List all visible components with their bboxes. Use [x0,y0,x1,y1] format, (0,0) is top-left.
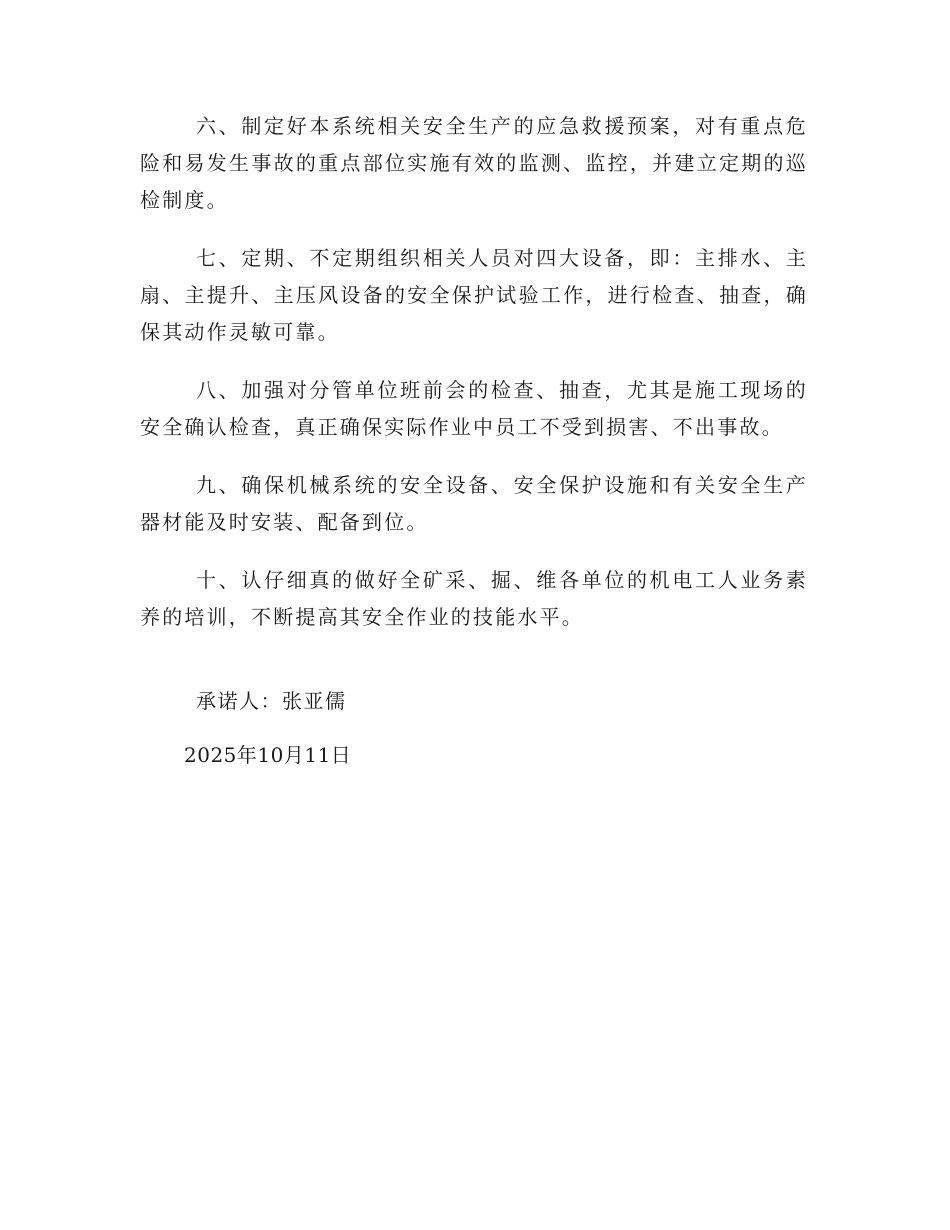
document-body [140,108,808,657]
signature-date: 2025年10月11日 [184,743,352,767]
signature-line: 承诺人：张亚儒 [196,689,347,713]
paragraph-6: 六、制定好本系统相关安全生产的应急救援预案，对有重点危险和易发生事故的重点部位实施有效的监测、监控，并建立定期的巡检制度。 [140,114,808,212]
paragraph-7: 七、定期、不定期组织相关人员对四大设备，即：主排水、主扇、主提升、主压风设备的安全保护试验工作，进行检查、抽查，确保其动作灵敏可靠。 [140,246,808,344]
paragraph-9: 九、确保机械系统的安全设备、安全保护设施和有关安全生产器材能及时安装、配备到位。 [140,473,808,534]
paragraph-8: 八、加强对分管单位班前会的检查、抽查，尤其是施工现场的安全确认检查，真正确保实际作业中员工不受到损害、不出事故。 [140,378,808,439]
paragraph-10: 十、认仔细真的做好全矿采、掘、维各单位的机电工人业务素养的培训，不断提高其安全作业的技能水平。 [140,568,808,629]
